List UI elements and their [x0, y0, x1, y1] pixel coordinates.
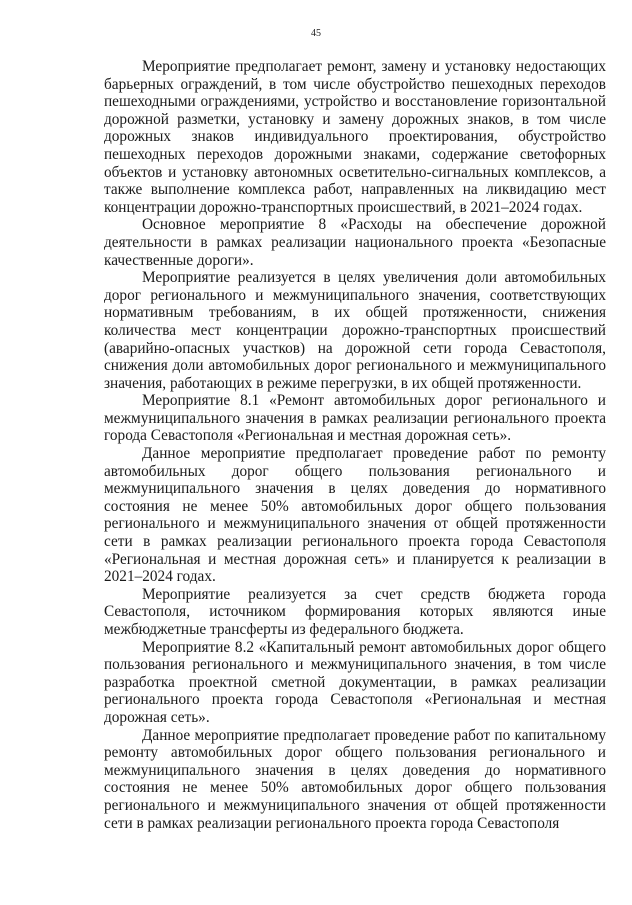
paragraph-5: Данное мероприятие предполагает проведение работ по ремонту автомобильных дорог общего пользования регионального и межмуниципального значения в целях доведения до нормативного состояния не менее 50% автомобильных дорог общего пользования регионального и межмуниципального значения от общей протяженности сети в рамках реализации регионального проекта города Севастополя «Региональная и местная дорожная сеть» и планируется к реализации в 2021–2024 годах. [104, 445, 606, 586]
paragraph-1: Мероприятие предполагает ремонт, замену и установку недостающих барьерных ограждений, в том числе обустройство пешеходных переходов пешеходными ограждениями, устройство и восстановление горизонтальной дорожной разметки, установку и замену дорожных знаков, в том числе дорожных знаков индивидуального проектирования, обустройство пешеходных переходов дорожными знаками, содержание светофорных объектов и установку автономных осветительно-сигнальных комплексов, а также выполнение комплекса работ, направленных на ликвидацию мест концентрации дорожно-транспортных происшествий, в 2021–2024 годах. [104, 58, 606, 216]
paragraph-8: Данное мероприятие предполагает проведение работ по капитальному ремонту автомобильных дорог общего пользования регионального и межмуниципального значения в целях доведения до нормативного состояния не менее 50% автомобильных дорог общего пользования регионального и межмуниципального значения от общей протяженности сети в рамках реализации регионального проекта города Севастополя [104, 726, 606, 832]
paragraph-7: Мероприятие 8.2 «Капитальный ремонт автомобильных дорог общего пользования регионального и межмуниципального значения, в том числе разработка проектной сметной документации, в рамках реализации регионального проекта города Севастополя «Региональная и местная дорожная сеть». [104, 638, 606, 726]
paragraph-2: Основное мероприятие 8 «Расходы на обеспечение дорожной деятельности в рамках реализации национального проекта «Безопасные качественные дороги». [104, 216, 606, 269]
paragraph-3: Мероприятие реализуется в целях увеличения доли автомобильных дорог регионального и межмуниципального значения, соответствующих нормативным требованиям, в их общей протяженности, снижения количества мест концентрации дорожно-транспортных происшествий (аварийно-опасных участков) на дорожной сети города Севастополя, снижения доли автомобильных дорог регионального и межмуниципального значения, работающих в режиме перегрузки, в их общей протяженности. [104, 269, 606, 392]
document-body [104, 58, 606, 832]
paragraph-4: Мероприятие 8.1 «Ремонт автомобильных дорог регионального и межмуниципального значения в рамках реализации регионального проекта города Севастополя «Региональная и местная дорожная сеть». [104, 392, 606, 445]
page-number: 45 [311, 28, 321, 39]
paragraph-6: Мероприятие реализуется за счет средств бюджета города Севастополя, источником формирования которых являются иные межбюджетные трансферты из федерального бюджета. [104, 585, 606, 638]
